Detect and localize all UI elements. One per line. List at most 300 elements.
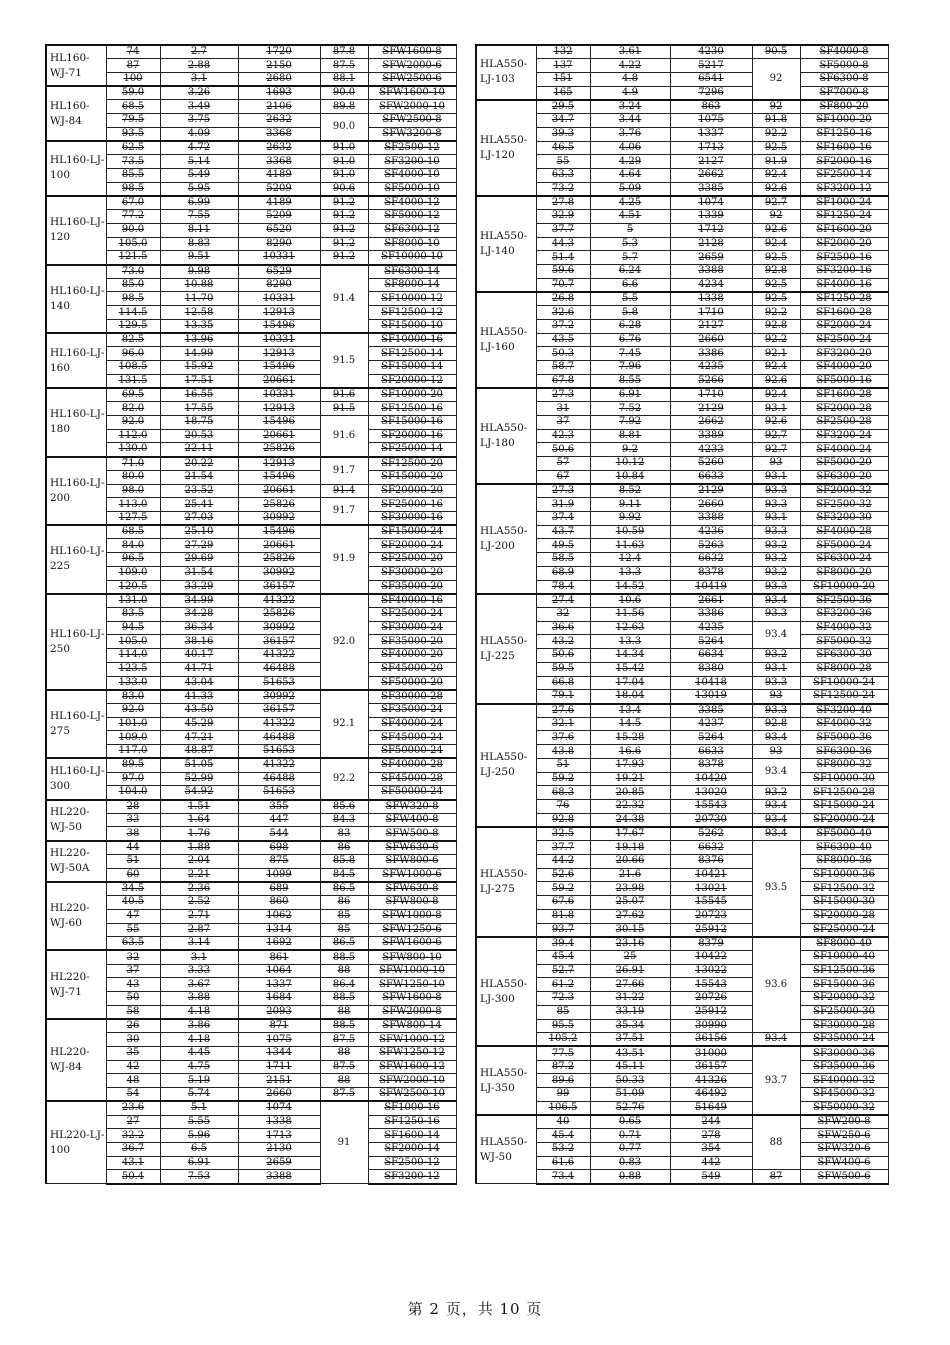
power-value: 25826 bbox=[263, 498, 295, 510]
cell-generator-model bbox=[368, 1033, 456, 1047]
head-value: 113.0 bbox=[118, 498, 148, 510]
table-row bbox=[46, 45, 456, 59]
cell-power-value bbox=[238, 429, 320, 443]
flow-value: 14.52 bbox=[615, 580, 645, 592]
cell-power-value bbox=[670, 415, 752, 429]
power-value: 6520 bbox=[266, 224, 292, 236]
cell-flow-value bbox=[590, 854, 670, 868]
cell-flow-value bbox=[590, 594, 670, 608]
flow-value: 5.09 bbox=[618, 182, 642, 194]
flow-value: 6.76 bbox=[618, 333, 642, 345]
cell-flow-value bbox=[160, 1101, 238, 1115]
cell-head-value bbox=[106, 950, 160, 964]
generator-model: SF8000-20 bbox=[816, 567, 872, 579]
generator-model: SFW2500-6 bbox=[382, 73, 442, 85]
head-value: 44 bbox=[126, 841, 140, 853]
cell-flow-value bbox=[160, 45, 238, 59]
efficiency-value: 93.1 bbox=[764, 470, 788, 482]
table-row bbox=[46, 978, 456, 992]
power-value: 36157 bbox=[695, 1061, 727, 1073]
flow-value: 21.54 bbox=[184, 471, 214, 483]
generator-model: SFW1600-12 bbox=[379, 1061, 445, 1073]
cell-head-value bbox=[106, 278, 160, 292]
cell-power-value bbox=[238, 896, 320, 910]
power-value: 2129 bbox=[698, 402, 724, 414]
power-value: 15543 bbox=[695, 800, 727, 812]
generator-model: SF12500-36 bbox=[813, 965, 875, 977]
table-row bbox=[476, 800, 888, 814]
efficiency-cell bbox=[752, 813, 800, 827]
cell-head-value bbox=[536, 964, 590, 978]
cell-power-value bbox=[670, 1088, 752, 1102]
flow-value: 10.59 bbox=[615, 526, 645, 538]
cell-head-value bbox=[536, 868, 590, 882]
generator-model: SF4000-8 bbox=[819, 46, 869, 58]
cell-head-value bbox=[536, 443, 590, 457]
cell-generator-model bbox=[368, 155, 456, 169]
efficiency-value: 92.5 bbox=[764, 251, 788, 263]
cell-generator-model bbox=[800, 1005, 888, 1019]
efficiency-value: 93.4 bbox=[764, 813, 788, 825]
flow-value: 5.49 bbox=[187, 169, 211, 181]
head-value: 32 bbox=[556, 608, 570, 620]
efficiency-value: 87 bbox=[769, 1170, 783, 1182]
head-value: 58.5 bbox=[551, 553, 575, 565]
power-value: 41326 bbox=[695, 1074, 727, 1086]
table-row bbox=[476, 347, 888, 361]
head-value: 106.5 bbox=[548, 1101, 578, 1113]
cell-generator-model bbox=[368, 265, 456, 279]
flow-value: 3.61 bbox=[618, 46, 642, 58]
table-row bbox=[476, 306, 888, 320]
cell-head-value bbox=[106, 772, 160, 786]
power-value: 8379 bbox=[698, 937, 724, 949]
generator-model: SF50000-24 bbox=[381, 745, 443, 757]
table-row bbox=[476, 580, 888, 594]
cell-power-value bbox=[238, 141, 320, 155]
power-value: 2093 bbox=[266, 1005, 292, 1017]
head-value: 39.3 bbox=[551, 128, 575, 140]
cell-power-value bbox=[238, 964, 320, 978]
table-row bbox=[46, 1046, 456, 1060]
efficiency-cell bbox=[320, 882, 368, 896]
generator-model: SF20000-24 bbox=[381, 539, 443, 551]
cell-power-value bbox=[670, 539, 752, 553]
cell-flow-value bbox=[590, 278, 670, 292]
cell-generator-model bbox=[368, 745, 456, 759]
generator-model: SF20000-16 bbox=[381, 429, 443, 441]
cell-head-value bbox=[536, 347, 590, 361]
cell-head-value bbox=[106, 415, 160, 429]
cell-flow-value bbox=[160, 415, 238, 429]
efficiency-cell bbox=[752, 100, 800, 114]
cell-flow-value bbox=[160, 511, 238, 525]
cell-head-value bbox=[106, 1005, 160, 1019]
cell-flow-value bbox=[590, 429, 670, 443]
efficiency-value: 93.7 bbox=[764, 1074, 788, 1086]
efficiency-value: 92.4 bbox=[764, 389, 788, 401]
flow-value: 45.29 bbox=[184, 718, 214, 730]
flow-value: 12.4 bbox=[618, 553, 642, 565]
cell-flow-value bbox=[590, 662, 670, 676]
cell-generator-model bbox=[800, 950, 888, 964]
cell-generator-model bbox=[800, 1115, 888, 1129]
head-value: 89.5 bbox=[121, 759, 145, 771]
cell-head-value bbox=[106, 210, 160, 224]
power-value: 875 bbox=[269, 855, 289, 867]
cell-flow-value bbox=[590, 498, 670, 512]
cell-power-value bbox=[670, 278, 752, 292]
efficiency-cell bbox=[320, 813, 368, 827]
cell-flow-value bbox=[160, 402, 238, 416]
efficiency-cell bbox=[320, 758, 368, 799]
efficiency-value: 91.6 bbox=[332, 429, 356, 441]
flow-value: 8.55 bbox=[618, 374, 642, 386]
power-value: 15543 bbox=[695, 978, 727, 990]
head-value: 99 bbox=[556, 1088, 570, 1100]
power-value: 1074 bbox=[698, 197, 724, 209]
cell-head-value bbox=[106, 265, 160, 279]
cell-head-value bbox=[536, 813, 590, 827]
power-value: 1099 bbox=[266, 868, 292, 880]
efficiency-value: 92.6 bbox=[764, 182, 788, 194]
cell-generator-model bbox=[800, 45, 888, 59]
head-value: 59.5 bbox=[551, 663, 575, 675]
generator-model: SF40000-16 bbox=[381, 594, 443, 606]
head-value: 84.0 bbox=[121, 539, 145, 551]
efficiency-value: 91.6 bbox=[332, 389, 356, 401]
power-value: 5217 bbox=[698, 59, 724, 71]
generator-model: SF2500-12 bbox=[384, 142, 440, 154]
table-row bbox=[46, 333, 456, 347]
head-value: 27 bbox=[126, 1115, 140, 1127]
cell-flow-value bbox=[160, 621, 238, 635]
head-value: 77.2 bbox=[121, 210, 145, 222]
cell-flow-value bbox=[160, 704, 238, 718]
efficiency-value: 92.2 bbox=[764, 306, 788, 318]
cell-generator-model bbox=[368, 827, 456, 841]
cell-generator-model bbox=[368, 731, 456, 745]
head-value: 52.7 bbox=[551, 965, 575, 977]
power-value: 447 bbox=[269, 814, 289, 826]
cell-flow-value bbox=[590, 676, 670, 690]
table-row bbox=[46, 992, 456, 1006]
head-value: 114.5 bbox=[118, 306, 148, 318]
cell-head-value bbox=[536, 251, 590, 265]
cell-generator-model bbox=[368, 443, 456, 457]
cell-flow-value bbox=[590, 704, 670, 718]
table-row bbox=[46, 731, 456, 745]
cell-power-value bbox=[238, 182, 320, 196]
generator-model: SF30000-16 bbox=[381, 512, 443, 524]
flow-value: 37.51 bbox=[615, 1033, 645, 1045]
cell-flow-value bbox=[160, 278, 238, 292]
table-row bbox=[46, 100, 456, 114]
head-value: 70.7 bbox=[551, 278, 575, 290]
cell-head-value bbox=[536, 415, 590, 429]
head-value: 92.8 bbox=[551, 813, 575, 825]
cell-flow-value bbox=[160, 1129, 238, 1143]
efficiency-value: 92.2 bbox=[764, 333, 788, 345]
flow-value: 35.34 bbox=[615, 1019, 645, 1031]
cell-power-value bbox=[670, 168, 752, 182]
turbine-model: HL160-LJ-275 bbox=[46, 690, 106, 759]
cell-generator-model bbox=[800, 800, 888, 814]
generator-model: SF6300-8 bbox=[819, 73, 869, 85]
turbine-model: HLA550-LJ-160 bbox=[476, 292, 536, 388]
generator-model: SFW320-6 bbox=[817, 1143, 871, 1155]
cell-head-value bbox=[536, 909, 590, 923]
turbine-model: HL220-WJ-84 bbox=[46, 1019, 106, 1101]
efficiency-value: 93.4 bbox=[764, 1033, 788, 1045]
cell-flow-value bbox=[590, 1005, 670, 1019]
cell-flow-value bbox=[160, 539, 238, 553]
flow-value: 6.91 bbox=[187, 1157, 211, 1169]
cell-power-value bbox=[670, 745, 752, 759]
generator-model: SF45000-24 bbox=[381, 731, 443, 743]
turbine-model: HL160-LJ-140 bbox=[46, 265, 106, 334]
efficiency-cell bbox=[320, 525, 368, 594]
table-row bbox=[46, 292, 456, 306]
head-value: 43.7 bbox=[551, 526, 575, 538]
efficiency-cell bbox=[752, 704, 800, 718]
efficiency-cell bbox=[320, 86, 368, 100]
generator-model: SF40000-20 bbox=[381, 649, 443, 661]
flow-value: 43.51 bbox=[615, 1047, 645, 1059]
cell-generator-model bbox=[368, 511, 456, 525]
power-value: 6634 bbox=[698, 649, 724, 661]
cell-generator-model bbox=[800, 100, 888, 114]
table-row bbox=[46, 1170, 456, 1184]
power-value: 10331 bbox=[263, 334, 295, 346]
cell-power-value bbox=[670, 841, 752, 855]
power-value: 7296 bbox=[698, 86, 724, 98]
flow-value: 36.34 bbox=[184, 622, 214, 634]
efficiency-cell bbox=[320, 155, 368, 169]
head-value: 80.0 bbox=[121, 471, 145, 483]
cell-flow-value bbox=[160, 223, 238, 237]
efficiency-cell bbox=[320, 1046, 368, 1060]
head-value: 129.5 bbox=[118, 319, 148, 331]
cell-flow-value bbox=[590, 525, 670, 539]
cell-power-value bbox=[238, 539, 320, 553]
cell-head-value bbox=[106, 758, 160, 772]
power-value: 30990 bbox=[695, 1019, 727, 1031]
cell-head-value bbox=[106, 361, 160, 375]
head-value: 43 bbox=[126, 978, 140, 990]
table-row bbox=[476, 772, 888, 786]
power-value: 1338 bbox=[266, 1115, 292, 1127]
head-value: 68.5 bbox=[121, 100, 145, 112]
generator-model: SF15000-30 bbox=[813, 896, 875, 908]
efficiency-value: 92.1 bbox=[764, 347, 788, 359]
power-value: 25912 bbox=[695, 923, 727, 935]
head-value: 105.2 bbox=[548, 1033, 578, 1045]
cell-flow-value bbox=[160, 909, 238, 923]
power-value: 41322 bbox=[263, 759, 295, 771]
power-value: 4234 bbox=[698, 278, 724, 290]
head-value: 43.8 bbox=[551, 745, 575, 757]
generator-model: SF20000-32 bbox=[813, 992, 875, 1004]
cell-head-value bbox=[106, 347, 160, 361]
table-row bbox=[46, 717, 456, 731]
head-value: 131.0 bbox=[118, 594, 148, 606]
power-value: 2106 bbox=[266, 100, 292, 112]
cell-flow-value bbox=[590, 731, 670, 745]
power-value: 1075 bbox=[266, 1033, 292, 1045]
table-row bbox=[46, 621, 456, 635]
head-value: 109.0 bbox=[118, 731, 148, 743]
cell-generator-model bbox=[800, 498, 888, 512]
cell-generator-model bbox=[800, 635, 888, 649]
efficiency-value: 90.6 bbox=[332, 182, 356, 194]
cell-generator-model bbox=[368, 662, 456, 676]
efficiency-cell bbox=[752, 470, 800, 484]
cell-power-value bbox=[238, 265, 320, 279]
cell-generator-model bbox=[368, 86, 456, 100]
table-row bbox=[476, 265, 888, 279]
cell-generator-model bbox=[800, 182, 888, 196]
power-value: 5209 bbox=[266, 182, 292, 194]
flow-value: 0.65 bbox=[618, 1116, 642, 1128]
cell-generator-model bbox=[800, 704, 888, 718]
generator-model: SF4000-32 bbox=[816, 718, 872, 730]
head-value: 36.6 bbox=[551, 622, 575, 634]
cell-head-value bbox=[536, 319, 590, 333]
flow-value: 6.24 bbox=[618, 265, 642, 277]
table-row bbox=[46, 182, 456, 196]
power-value: 6529 bbox=[266, 265, 292, 277]
cell-generator-model bbox=[800, 168, 888, 182]
cell-generator-model bbox=[800, 86, 888, 100]
cell-flow-value bbox=[590, 745, 670, 759]
cell-generator-model bbox=[800, 374, 888, 388]
power-value: 549 bbox=[701, 1170, 721, 1182]
cell-power-value bbox=[670, 607, 752, 621]
head-value: 108.5 bbox=[118, 361, 148, 373]
left-spec-table bbox=[45, 44, 457, 1185]
cell-head-value bbox=[536, 333, 590, 347]
table-row bbox=[46, 690, 456, 704]
cell-head-value bbox=[106, 155, 160, 169]
head-value: 30 bbox=[126, 1033, 140, 1045]
efficiency-cell bbox=[752, 361, 800, 375]
cell-generator-model bbox=[368, 415, 456, 429]
table-row bbox=[46, 72, 456, 86]
table-row bbox=[476, 1156, 888, 1170]
efficiency-cell bbox=[752, 429, 800, 443]
table-row bbox=[46, 662, 456, 676]
generator-model: SF15000-16 bbox=[381, 416, 443, 428]
cell-power-value bbox=[238, 45, 320, 59]
generator-model: SF2500-12 bbox=[384, 1157, 440, 1169]
cell-head-value bbox=[536, 717, 590, 731]
head-value: 59.2 bbox=[551, 772, 575, 784]
flow-value: 33.29 bbox=[184, 580, 214, 592]
cell-generator-model bbox=[800, 607, 888, 621]
cell-flow-value bbox=[590, 470, 670, 484]
power-value: 20726 bbox=[695, 992, 727, 1004]
table-row bbox=[46, 1143, 456, 1157]
cell-power-value bbox=[670, 484, 752, 498]
generator-model: SF2500-14 bbox=[816, 169, 872, 181]
head-value: 59.0 bbox=[121, 87, 145, 99]
power-value: 20723 bbox=[695, 910, 727, 922]
cell-generator-model bbox=[800, 772, 888, 786]
table-row bbox=[476, 704, 888, 718]
generator-model: SF30000-28 bbox=[381, 690, 443, 702]
power-value: 20661 bbox=[263, 484, 295, 496]
flow-value: 17.55 bbox=[184, 402, 214, 414]
cell-flow-value bbox=[590, 114, 670, 128]
flow-value: 4.25 bbox=[618, 197, 642, 209]
cell-generator-model bbox=[368, 786, 456, 800]
power-value: 244 bbox=[701, 1116, 721, 1128]
cell-head-value bbox=[536, 827, 590, 841]
cell-flow-value bbox=[160, 649, 238, 663]
cell-flow-value bbox=[590, 1156, 670, 1170]
cell-power-value bbox=[670, 196, 752, 210]
cell-head-value bbox=[106, 1019, 160, 1033]
flow-value: 5.96 bbox=[187, 1129, 211, 1141]
efficiency-value: 92.6 bbox=[764, 374, 788, 386]
cell-flow-value bbox=[160, 1060, 238, 1074]
cell-head-value bbox=[106, 854, 160, 868]
cell-power-value bbox=[670, 292, 752, 306]
efficiency-cell bbox=[320, 896, 368, 910]
power-value: 10418 bbox=[695, 676, 727, 688]
table-row bbox=[46, 854, 456, 868]
generator-model: SF5000-10 bbox=[384, 182, 440, 194]
generator-model: SF15000-20 bbox=[381, 471, 443, 483]
table-row bbox=[476, 525, 888, 539]
generator-model: SF40000-24 bbox=[381, 718, 443, 730]
flow-value: 5.95 bbox=[187, 182, 211, 194]
flow-value: 27.62 bbox=[615, 910, 645, 922]
generator-model: SF5000-24 bbox=[816, 539, 872, 551]
head-value: 44.3 bbox=[551, 237, 575, 249]
turbine-model: HLA550-LJ-120 bbox=[476, 100, 536, 196]
cell-generator-model bbox=[368, 896, 456, 910]
head-value: 114.0 bbox=[118, 649, 148, 661]
cell-flow-value bbox=[590, 1115, 670, 1129]
cell-head-value bbox=[536, 731, 590, 745]
efficiency-cell bbox=[320, 937, 368, 951]
generator-model: SF10000-20 bbox=[381, 389, 443, 401]
cell-flow-value bbox=[590, 45, 670, 59]
generator-model: SF30000-36 bbox=[813, 1047, 875, 1059]
turbine-model: HLA550-LJ-140 bbox=[476, 196, 536, 292]
power-value: 13022 bbox=[695, 965, 727, 977]
head-value: 52.6 bbox=[551, 868, 575, 880]
efficiency-value: 92.5 bbox=[764, 278, 788, 290]
cell-flow-value bbox=[160, 923, 238, 937]
cell-flow-value bbox=[160, 1019, 238, 1033]
efficiency-value: 93.2 bbox=[764, 553, 788, 565]
cell-power-value bbox=[670, 923, 752, 937]
flow-value: 7.92 bbox=[618, 416, 642, 428]
cell-flow-value bbox=[590, 772, 670, 786]
generator-model: SF2000-16 bbox=[816, 155, 872, 167]
head-value: 73.5 bbox=[121, 155, 145, 167]
generator-model: SF2500-32 bbox=[816, 498, 872, 510]
cell-power-value bbox=[238, 800, 320, 814]
table-row bbox=[476, 717, 888, 731]
generator-model: SF2500-28 bbox=[816, 416, 872, 428]
efficiency-cell bbox=[320, 827, 368, 841]
power-value: 6632 bbox=[698, 553, 724, 565]
efficiency-cell bbox=[752, 333, 800, 347]
